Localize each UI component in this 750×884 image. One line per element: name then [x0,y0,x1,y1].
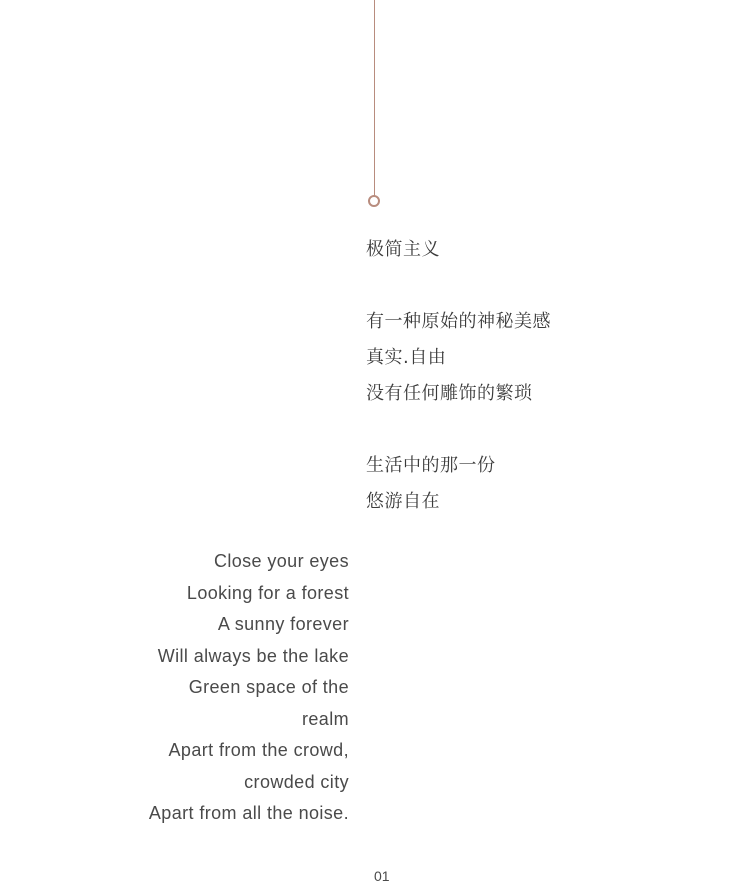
english-poem-line: Green space of the [188,677,349,697]
english-poem-line: A sunny forever [217,614,349,634]
english-poem-line: Close your eyes [213,551,349,571]
english-poem-line: Looking for a forest [186,582,349,603]
chinese-poem-line: 真实.自由 [366,347,447,368]
chinese-poem-title: 极简主义 [366,239,440,260]
english-poem-line: Apart from the crowd, [168,740,349,760]
chinese-poem-line: 没有任何雕饰的繁琐 [366,383,533,404]
chinese-poem-line: 悠游自在 [366,491,440,512]
chinese-poem [366,232,726,520]
english-poem [100,546,349,830]
stanza-spacer [366,412,726,448]
chinese-poem-line: 有一种原始的神秘美感 [366,311,551,332]
english-poem-line: Will always be the lake [157,645,349,666]
english-poem-line: realm [301,708,349,729]
timeline-line [374,0,375,196]
timeline-dot [368,195,380,207]
english-poem-line: Apart from all the noise. [148,803,349,823]
english-poem-line: crowded city [244,771,349,792]
page-number: 01 [374,868,390,884]
chinese-poem-line: 生活中的那一份 [366,455,496,476]
stanza-spacer [366,268,726,304]
